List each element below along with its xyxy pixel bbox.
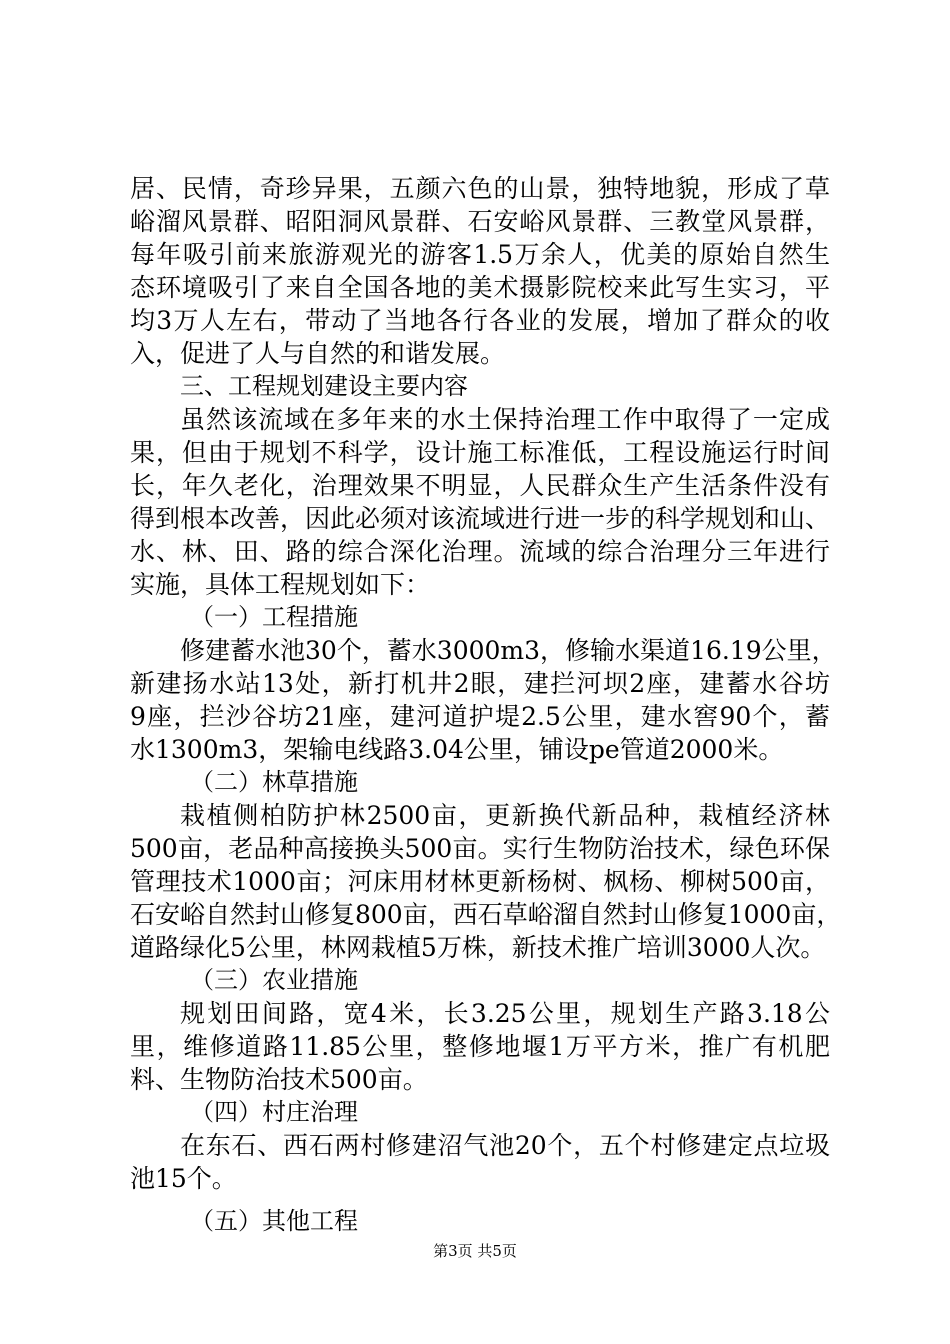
paragraph-line: 果，但由于规划不科学，设计施工标准低，工程设施运行时间 — [130, 438, 830, 467]
paragraph-line: 9座，拦沙谷坊21座，建河道护堤2.5公里，建水窖90个，蓄 — [130, 702, 830, 731]
paragraph-last-line: 实施，具体工程规划如下： — [130, 570, 431, 599]
subsection-heading: （三）农业措施 — [190, 966, 358, 994]
paragraph-last-line: 道路绿化5公里，林网栽植5万株，新技术推广培训3000人次。 — [130, 933, 826, 962]
paragraph-last-line: 料、生物防治技术500亩。 — [130, 1065, 428, 1094]
paragraph-last-line: 水1300m3，架输电线路3.04公里，铺设pe管道2000米。 — [130, 735, 784, 764]
paragraph-last-line: 池15个。 — [130, 1164, 237, 1193]
paragraph-first-line: 虽然该流域在多年来的水土保持治理工作中取得了一定成 — [180, 405, 830, 434]
paragraph-line: 管理技术1000亩；河床用材林更新杨树、枫杨、柳树500亩， — [130, 867, 830, 896]
paragraph-line: 均3万人左右，带动了当地各行各业的发展，增加了群众的收 — [130, 306, 830, 335]
paragraph-line: 得到根本改善，因此必须对该流域进行进一步的科学规划和山、 — [130, 504, 831, 533]
paragraph-line: 石安峪自然封山修复800亩，西石草峪溜自然封山修复1000亩， — [130, 900, 842, 929]
paragraph-line: 每年吸引前来旅游观光的游客1.5万余人，优美的原始自然生 — [130, 240, 830, 269]
document-body — [130, 172, 842, 1238]
paragraph-first-line: 修建蓄水池30个，蓄水3000m3，修输水渠道16.19公里， — [180, 636, 837, 665]
paragraph-line: 水、林、田、路的综合深化治理。流域的综合治理分三年进行 — [130, 537, 830, 566]
subsection-heading: （一）工程措施 — [190, 603, 358, 631]
paragraph-first-line: 规划田间路，宽4米，长3.25公里，规划生产路3.18公 — [180, 999, 830, 1028]
paragraph-line: 态环境吸引了来自全国各地的美术摄影院校来此写生实习，平 — [130, 273, 830, 302]
subsection-heading: （五）其他工程 — [190, 1207, 358, 1235]
paragraph-line: 新建扬水站13处，新打机井2眼，建拦河坝2座，建蓄水谷坊 — [130, 669, 830, 698]
page-footer: 第3页 共5页 — [433, 1242, 517, 1260]
subsection-heading: （四）村庄治理 — [190, 1098, 358, 1126]
paragraph-line: 峪溜风景群、昭阳洞风景群、石安峪风景群、三教堂风景群， — [130, 207, 830, 236]
paragraph-line: 长，年久老化，治理效果不明显，人民群众生产生活条件没有 — [130, 471, 830, 500]
paragraph-first-line: 在东石、西石两村修建沼气池20个，五个村修建定点垃圾 — [180, 1131, 830, 1160]
paragraph-line: 里，维修道路11.85公里，整修地堰1万平方米，推广有机肥 — [130, 1032, 830, 1061]
paragraph-line: 500亩，老品种高接换头500亩。实行生物防治技术，绿色环保 — [130, 834, 830, 863]
paragraph-first-line: 栽植侧柏防护林2500亩，更新换代新品种，栽植经济林 — [180, 801, 830, 830]
subsection-heading: （二）林草措施 — [190, 768, 358, 796]
paragraph-last-line: 入，促进了人与自然的和谐发展。 — [130, 339, 506, 368]
paragraph-line: 居、民情，奇珍异果，五颜六色的山景，独特地貌，形成了草 — [130, 174, 830, 203]
section-heading: 三、工程规划建设主要内容 — [180, 372, 468, 400]
